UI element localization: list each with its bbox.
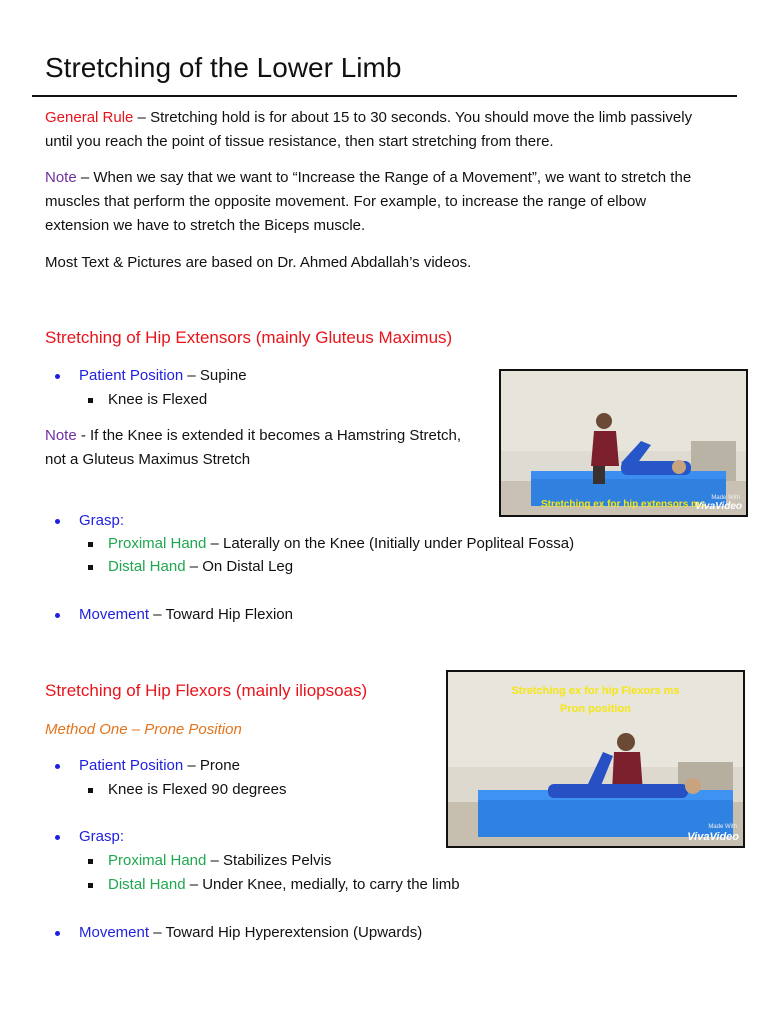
ext-patient-position-value: – Supine [183, 367, 247, 384]
general-rule-text-1: – Stretching hold is for about 15 to 30 seconds. You should move the limb passively [133, 109, 693, 126]
bullet-dot [55, 613, 60, 618]
ext-note-text-2: not a Gluteus Maximus Stretch [45, 451, 251, 468]
flex-grasp-label: Grasp: [79, 828, 125, 845]
flex-proximal-value: – Stabilizes Pelvis [206, 852, 332, 869]
ext-proximal-label: Proximal Hand [108, 535, 207, 552]
credit-text: Most Text & Pictures are based on Dr. Ahmed Abdallah’s videos. [45, 254, 472, 271]
ext-distal-value: – On Distal Leg [185, 558, 294, 575]
ext-movement-value: – Toward Hip Flexion [149, 606, 293, 623]
note-text-1: – When we say that we want to “Increase the Range of a Movement”, we want to stretch the [76, 169, 692, 186]
hip-flexors-stretch-photo [446, 670, 745, 848]
flex-proximal-hand [108, 851, 331, 871]
watermark-brand: VivaVideo [694, 501, 742, 512]
watermark-small: Made With [708, 824, 737, 830]
flex-movement-value: – Toward Hip Hyperextension (Upwards) [149, 924, 423, 941]
bullet-dot [55, 374, 60, 379]
ext-knee-item [108, 390, 207, 410]
ext-note-paragraph [45, 424, 461, 472]
photo-caption-line-1: Stretching ex for hip Flexors ms [511, 685, 680, 697]
ext-distal-hand [108, 557, 293, 577]
title-divider [32, 95, 737, 97]
hip-extensors-heading: Stretching of Hip Extensors (mainly Gluteus Maximus) [45, 328, 453, 347]
note-text-2: muscles that perform the opposite movement. For example, to increase the range of elbow [45, 193, 647, 210]
ext-patient-position [79, 366, 247, 386]
bullet-dot [55, 764, 60, 769]
note-label: Note [45, 169, 77, 186]
ext-movement-label: Movement [79, 606, 150, 623]
note-text-3: extension we have to stretch the Biceps muscle. [45, 217, 366, 234]
hip-extensors-stretch-photo [499, 369, 748, 517]
photo-caption [448, 682, 743, 718]
flex-knee-text: Knee is Flexed 90 degrees [108, 781, 287, 798]
general-rule-text-2: until you reach the point of tissue resistance, then start stretching from there. [45, 133, 554, 150]
flex-proximal-label: Proximal Hand [108, 852, 207, 869]
note-paragraph [45, 166, 691, 238]
flex-distal-value: – Under Knee, medially, to carry the limb [185, 876, 460, 893]
bullet-square [88, 398, 93, 403]
ext-grasp-label: Grasp: [79, 512, 125, 529]
watermark-brand: VivaVideo [687, 831, 739, 843]
ext-proximal-hand [108, 534, 574, 554]
hip-extensors-photo-scene [501, 371, 746, 515]
photo-caption-line-2: Pron position [560, 703, 631, 715]
ext-knee-text: Knee is Flexed [108, 391, 208, 408]
bullet-dot [55, 835, 60, 840]
flex-patient-position-value: – Prone [183, 757, 240, 774]
page-title: Stretching of the Lower Limb [45, 52, 402, 83]
photo-caption: Stretching ex for hip extensors ms [541, 499, 706, 510]
general-rule-paragraph [45, 106, 692, 154]
bullet-square [88, 542, 93, 547]
ext-grasp [79, 511, 124, 531]
ext-movement [79, 605, 293, 625]
flex-patient-position [79, 756, 240, 776]
flex-distal-label: Distal Hand [108, 876, 186, 893]
flex-movement [79, 923, 422, 943]
general-rule-label: General Rule [45, 109, 134, 126]
bullet-dot [55, 519, 60, 524]
ext-note-text-1: - If the Knee is extended it becomes a Hamstring Stretch, [76, 427, 462, 444]
flex-grasp [79, 827, 124, 847]
hip-flexors-heading: Stretching of Hip Flexors (mainly iliopsoas) [45, 681, 368, 700]
watermark-small: Made With [711, 495, 740, 501]
flex-knee-item [108, 780, 286, 800]
bullet-square [88, 788, 93, 793]
bullet-square [88, 565, 93, 570]
bullet-square [88, 859, 93, 864]
ext-patient-position-label: Patient Position [79, 367, 184, 384]
flex-patient-position-label: Patient Position [79, 757, 184, 774]
bullet-dot [55, 931, 60, 936]
ext-note-label: Note [45, 427, 77, 444]
ext-proximal-value: – Laterally on the Knee (Initially under Popliteal Fossa) [206, 535, 575, 552]
flex-movement-label: Movement [79, 924, 150, 941]
ext-distal-label: Distal Hand [108, 558, 186, 575]
flex-distal-hand [108, 875, 460, 895]
method-one-subheading: Method One – Prone Position [45, 721, 242, 738]
bullet-square [88, 883, 93, 888]
